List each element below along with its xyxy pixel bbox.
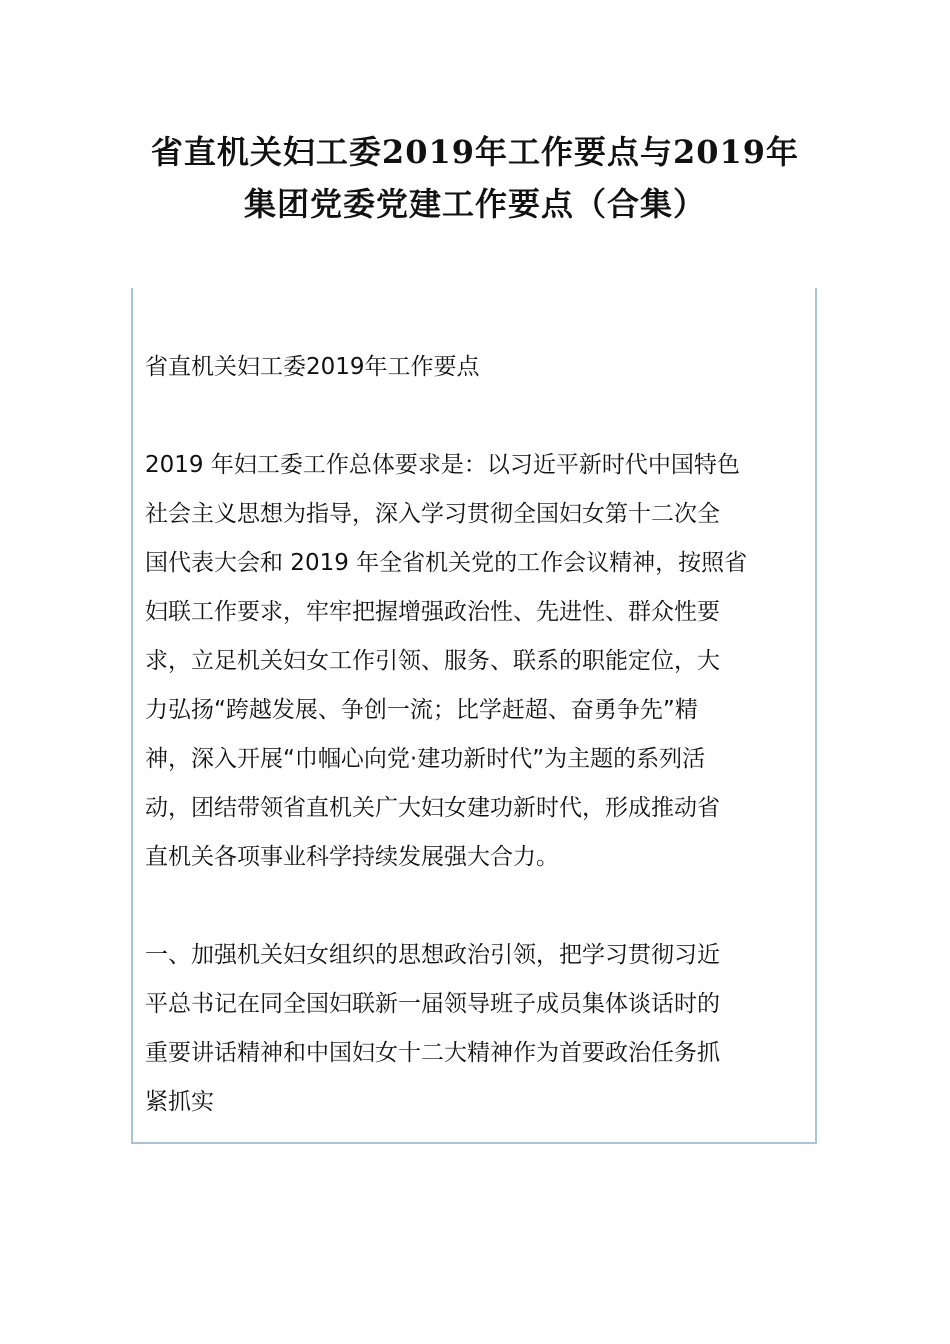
paragraph-line: 紧抓实 bbox=[145, 1089, 214, 1115]
paragraph-overall-requirements bbox=[145, 441, 801, 882]
section-heading bbox=[145, 343, 801, 392]
paragraph-line: 求，立足机关妇女工作引领、服务、联系的职能定位，大 bbox=[145, 648, 720, 674]
document-body bbox=[145, 343, 801, 1176]
paragraph-line: 2019 年妇工委工作总体要求是：以习近平新时代中国特色 bbox=[145, 452, 740, 478]
paragraph-line: 重要讲话精神和中国妇女十二大精神作为首要政治任务抓 bbox=[145, 1040, 720, 1066]
paragraph-line: 动，团结带领省直机关广大妇女建功新时代，形成推动省 bbox=[145, 795, 720, 821]
paragraph-line: 国代表大会和 2019 年全省机关党的工作会议精神，按照省 bbox=[145, 550, 748, 576]
title-line-1: 省直机关妇工委2019年工作要点与2019年 bbox=[150, 133, 800, 171]
paragraph-line: 妇联工作要求，牢牢把握增强政治性、先进性、群众性要 bbox=[145, 599, 720, 625]
paragraph-item-one bbox=[145, 931, 801, 1127]
paragraph-line: 直机关各项事业科学持续发展强大合力。 bbox=[145, 844, 559, 870]
title-line-2: 集团党委党建工作要点（合集） bbox=[243, 185, 706, 223]
paragraph-line: 神，深入开展“巾帼心向党·建功新时代”为主题的系列活 bbox=[145, 746, 706, 772]
document-title bbox=[110, 126, 840, 230]
paragraph-line: 一、加强机关妇女组织的思想政治引领，把学习贯彻习近 bbox=[145, 942, 720, 968]
paragraph-line: 力弘扬“跨越发展、争创一流；比学赶超、奋勇争先”精 bbox=[145, 697, 698, 723]
paragraph-line: 平总书记在同全国妇联新一届领导班子成员集体谈话时的 bbox=[145, 991, 720, 1017]
section-heading-text: 省直机关妇工委2019年工作要点 bbox=[145, 354, 480, 380]
paragraph-line: 社会主义思想为指导，深入学习贯彻全国妇女第十二次全 bbox=[145, 501, 720, 527]
